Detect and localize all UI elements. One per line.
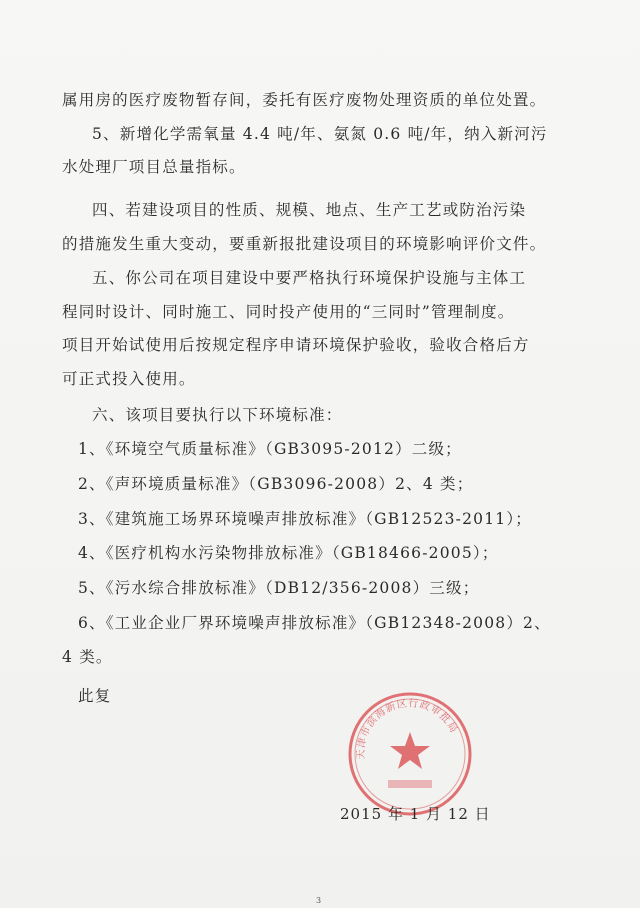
document-date: 2015 年 1 月 12 日 xyxy=(340,805,491,823)
official-seal xyxy=(344,688,476,820)
body-line: 水处理厂项目总量指标。 xyxy=(62,158,246,176)
body-line: 属用房的医疗废物暂存间，委托有医疗废物处理资质的单位处置。 xyxy=(62,91,547,109)
standard-item: 3、《建筑施工场界环境噪声排放标准》（GB12523-2011）； xyxy=(78,510,532,528)
body-line: 4 类。 xyxy=(62,648,113,666)
body-line: 项目开始试使用后按规定程序申请环境保护验收，验收合格后方 xyxy=(62,336,530,354)
body-line: 的措施发生重大变动，要重新报批建设项目的环境影响评价文件。 xyxy=(62,235,547,253)
standard-item: 2、《声环境质量标准》（GB3096-2008）2、4 类； xyxy=(78,475,474,493)
standard-item: 6、《工业企业厂界环境噪声排放标准》（GB12348-2008）2、 xyxy=(78,614,551,632)
body-line: 四、若建设项目的性质、规模、地点、生产工艺或防治污染 xyxy=(92,201,527,219)
page-number: 3 xyxy=(316,896,322,905)
body-line: 可正式投入使用。 xyxy=(62,370,196,388)
section-heading: 六、该项目要执行以下环境标准： xyxy=(92,406,343,424)
star-icon xyxy=(390,732,430,769)
standard-item: 4、《医疗机构水污染物排放标准》（GB18466-2005）； xyxy=(78,544,499,562)
standard-item: 5、《污水综合排放标准》（DB12/356-2008）三级； xyxy=(78,579,480,597)
svg-text:天津市滨海新区行政审批局: 天津市滨海新区行政审批局 xyxy=(355,698,460,760)
body-line: 程同时设计、同时施工、同时投产使用的“三同时”管理制度。 xyxy=(62,303,515,321)
closing-text: 此复 xyxy=(78,687,112,705)
body-line: 五、你公司在项目建设中要严格执行环境保护设施与主体工 xyxy=(92,269,527,287)
body-line: 5、新增化学需氧量 4.4 吨/年、氨氮 0.6 吨/年，纳入新河污 xyxy=(92,125,548,143)
standard-item: 1、《环境空气质量标准》（GB3095-2012）二级； xyxy=(78,440,462,458)
